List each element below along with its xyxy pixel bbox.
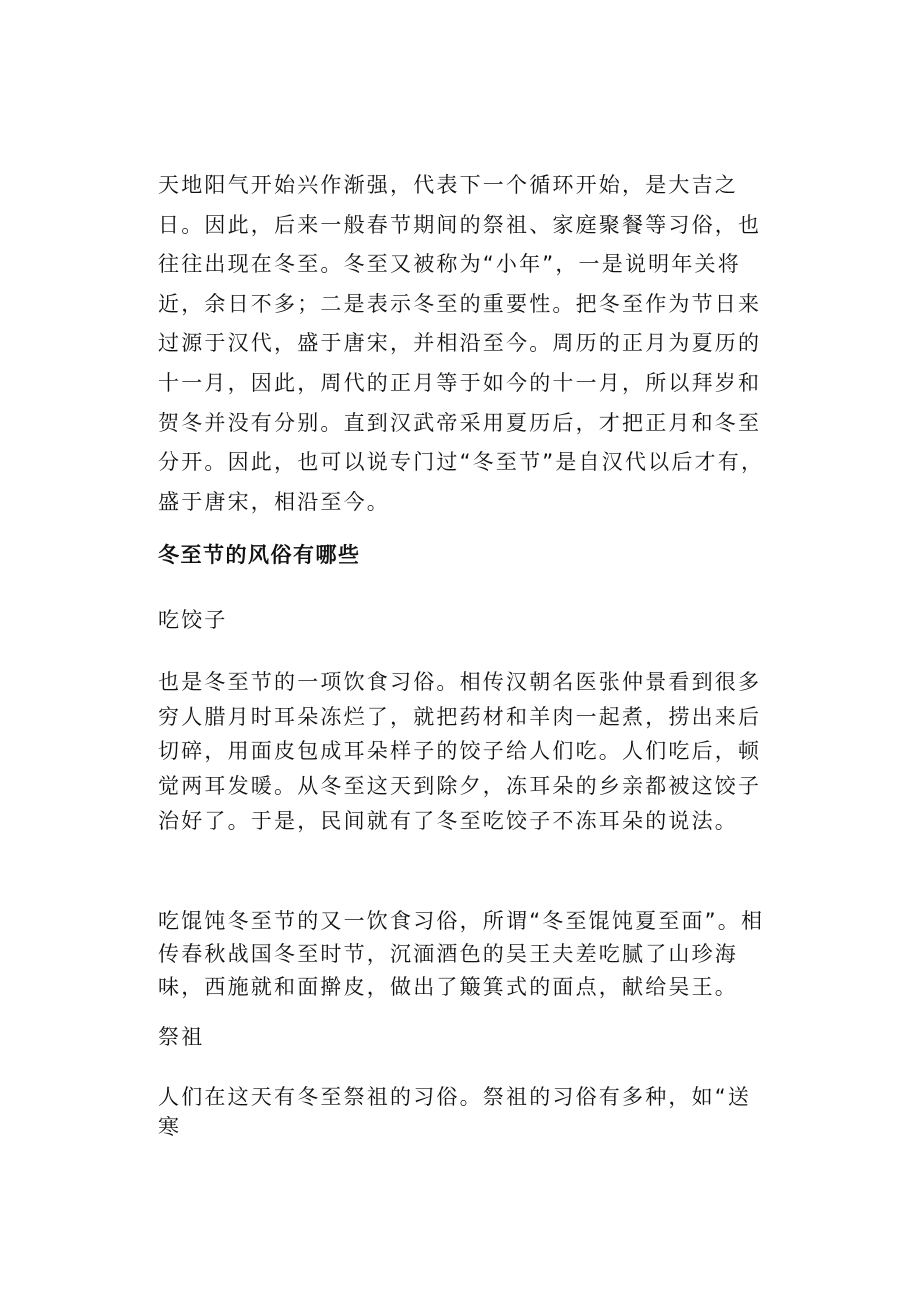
subheading-ancestor-worship: 祭祖 [158,1025,205,1049]
paragraph-dumplings: 也是冬至节的一项饮食习俗。相传汉朝名医张仲景看到很多穷人腊月时耳朵冻烂了，就把药材和羊肉一起煮，捞出来后切碎，用面皮包成耳朵样子的饺子给人们吃。人们吃后，顿觉两耳发暖。从冬至这天到除夕，冻耳朵的乡亲都被这饺子治好了。于是，民间就有了冬至吃饺子不冻耳朵的说法。 [158,670,762,833]
section-heading-customs: 冬至节的风俗有哪些 [158,543,361,567]
paragraph-winter-solstice-history: 天地阳气开始兴作渐强，代表下一个循环开始，是大吉之日。因此，后来一般春节期间的祭祖、家庭聚餐等习俗，也往往出现在冬至。冬至又被称为“小年”，一是说明年关将近，余日不多；二是表示冬至的重要性。把冬至作为节日来过源于汉代，盛于唐宋，并相沿至今。周历的正月为夏历的十一月，因此，周代的正月等于如今的十一月，所以拜岁和贺冬并没有分别。直到汉武帝采用夏历后，才把正月和冬至分开。因此，也可以说专门过“冬至节”是自汉代以后才有，盛于唐宋，相沿至今。 [158,173,765,514]
paragraph-ancestor-worship: 人们在这天有冬至祭祖的习俗。祭祖的习俗有多种，如“送寒 [158,1085,752,1139]
paragraph-wonton: 吃馄饨冬至节的又一饮食习俗，所谓“冬至馄饨夏至面”。相传春秋战国冬至时节，沉湎酒色的吴王夫差吃腻了山珍海味，西施就和面擀皮，做出了簸箕式的面点，献给吴王。 [158,909,765,999]
subheading-eat-dumplings: 吃饺子 [158,608,228,632]
